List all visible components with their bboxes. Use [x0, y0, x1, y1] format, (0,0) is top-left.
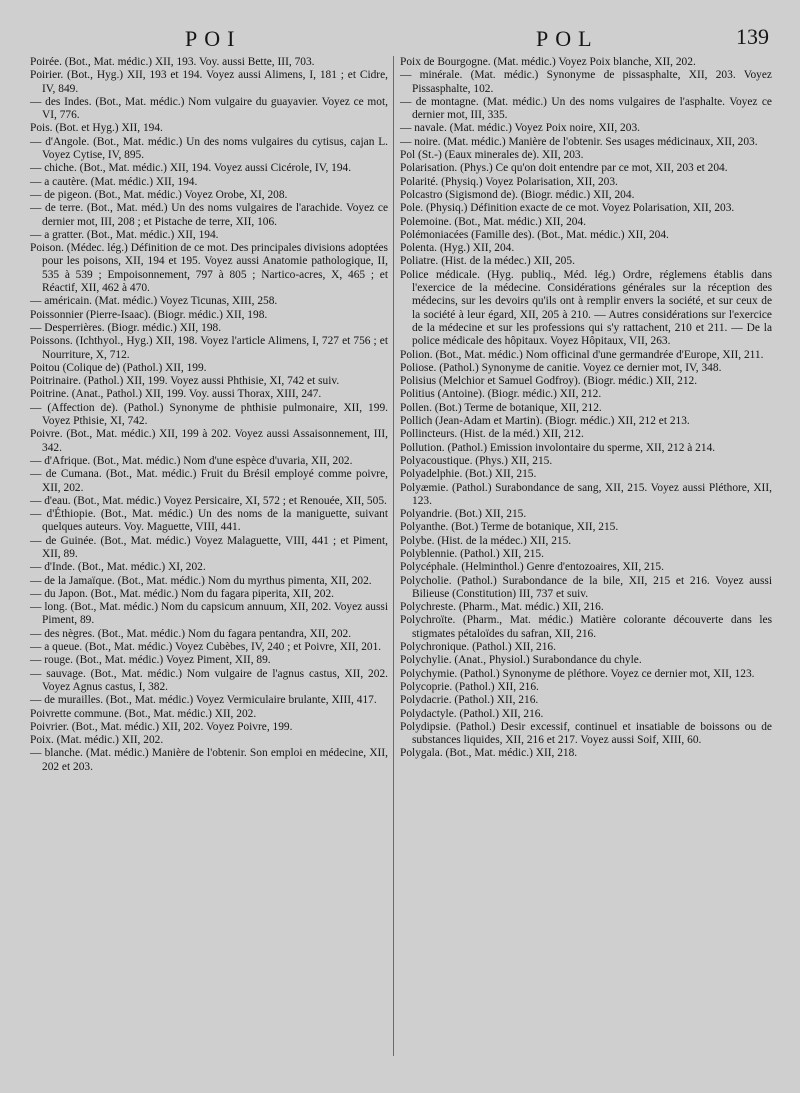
index-entry: Poitrinaire. (Pathol.) XII, 199. Voyez aussi Phthisie, XI, 742 et suiv. — [30, 375, 340, 388]
index-entry: — (Affection de). (Pathol.) Synonyme de phthisie pulmonaire, XII, 199. Voyez Pthisie, XI, 742. — [30, 401, 388, 428]
index-entry: — d'eau. (Bot., Mat. médic.) Voyez Persicaire, XI, 572 ; et Renouée, XII, 505. — [30, 494, 387, 507]
index-entry: — rouge. (Bot., Mat. médic.) Voyez Piment, XII, 89. — [30, 654, 271, 667]
left-column — [30, 56, 388, 774]
index-entry: — noire. (Mat. médic.) Manière de l'obtenir. Ses usages médicinaux, XII, 203. — [400, 135, 758, 148]
index-entry: Poirée. (Bot., Mat. médic.) XII, 193. Voy. aussi Bette, III, 703. — [30, 56, 315, 68]
index-entry: Polisius (Melchior et Samuel Godfroy). (Biogr. médic.) XII, 212. — [400, 375, 698, 388]
index-entry: — Desperrières. (Biogr. médic.) XII, 198. — [30, 321, 222, 334]
index-entry: Polychroïte. (Pharm., Mat. médic.) Matière colorante découverte dans les stigmates pétaloïdes du safran, XII, 216. — [400, 614, 772, 640]
index-entry: Polémoniacées (Famille des). (Bot., Mat. médic.) XII, 204. — [400, 228, 669, 241]
index-entry: Poitrine. (Anat., Pathol.) XII, 199. Voy. aussi Thorax, XIII, 247. — [30, 388, 322, 401]
index-entry: — d'Inde. (Bot., Mat. médic.) XI, 202. — [30, 561, 206, 574]
index-entry: — de murailles. (Bot., Mat. médic.) Voyez Vermiculaire brulante, XIII, 417. — [30, 694, 377, 707]
index-entry: Poivrette commune. (Bot., Mat. médic.) XII, 202. — [30, 707, 257, 720]
index-entry: — chiche. (Bot., Mat. médic.) XII, 194. Voyez aussi Cicérole, IV, 194. — [30, 162, 352, 175]
index-entry: Poivrier. (Bot., Mat. médic.) XII, 202. Voyez Poivre, 199. — [30, 720, 293, 733]
index-entry: Polycoprie. (Pathol.) XII, 216. — [400, 680, 539, 693]
index-entry: — d'Éthiopie. (Bot., Mat. médic.) Un des noms de la maniguette, suivant quelques auteurs. Voy. Maguette, VIII, 441. — [30, 508, 388, 534]
index-entry: Polycholie. (Pathol.) Surabondance de la bile, XII, 215 et 216. Voyez aussi Bilieuse (Constitution) III, 737 et suiv. — [400, 574, 772, 600]
index-entry: Pois. (Bot. et Hyg.) XII, 194. — [30, 122, 163, 135]
index-entry: Pollich (Jean-Adam et Martin). (Biogr. médic.) XII, 212 et 213. — [400, 415, 690, 428]
page-number: 139 — [736, 24, 769, 49]
index-entry: Polycéphale. (Helminthol.) Genre d'entozoaires, XII, 215. — [400, 561, 664, 574]
index-entry: — des nègres. (Bot., Mat. médic.) Nom du fagara pentandra, XII, 202. — [30, 627, 352, 640]
index-entry: Polychreste. (Pharm., Mat. médic.) XII, 216. — [400, 601, 604, 614]
header-left: POI — [185, 26, 242, 51]
index-entry: Polydactyle. (Pathol.) XII, 216. — [400, 707, 544, 720]
column-divider — [393, 56, 394, 1056]
index-entry: Polenta. (Hyg.) XII, 204. — [400, 242, 515, 255]
index-entry: Politius (Antoine). (Biogr. médic.) XII, 212. — [400, 388, 602, 401]
index-entry: Polybe. (Hist. de la médec.) XII, 215. — [400, 534, 572, 547]
index-entry: Polychymie. (Pathol.) Synonyme de pléthore. Voyez ce dernier mot, XII, 123. — [400, 667, 755, 680]
index-entry: Pollincteurs. (Hist. de la méd.) XII, 212. — [400, 428, 584, 441]
index-entry: Pollution. (Pathol.) Emission involontaire du sperme, XII, 212 à 214. — [400, 441, 716, 454]
index-entry: — d'Afrique. (Bot., Mat. médic.) Nom d'une espèce d'uvaria, XII, 202. — [30, 454, 353, 467]
index-entry: — a gratter. (Bot., Mat. médic.) XII, 194. — [30, 228, 219, 241]
index-entry: Poliatre. (Hist. de la médec.) XII, 205. — [400, 255, 575, 268]
index-entry: Poison. (Médec. lég.) Définition de ce mot. Des principales divisions adoptées pour les poisons, XII, 194 et 195. Voyez aussi Anatomie pathologique, II, 535 à 539 ; Empoisonnement, 797 à 805 ; Nartico-acres, X, 465 ; et Réactif, XII, 462 à 470. — [30, 242, 388, 295]
index-entry: Polychronique. (Pathol.) XII, 216. — [400, 641, 556, 654]
index-entry: Poissons. (Ichthyol., Hyg.) XII, 198. Voyez l'article Alimens, I, 727 et 756 ; et Nourriture, X, 712. — [30, 335, 388, 361]
index-entry: Polyacoustique. (Phys.) XII, 215. — [400, 454, 553, 467]
index-entry: — sauvage. (Bot., Mat. médic.) Nom vulgaire de l'agnus castus, XII, 202. Voyez Agnus castus, I, 382. — [30, 667, 388, 693]
index-entry: Polcastro (Sigismond de). (Biogr. médic.) XII, 204. — [400, 188, 635, 201]
index-entry: Polarisation. (Phys.) Ce qu'on doit entendre par ce mot, XII, 203 et 204. — [400, 162, 728, 175]
index-entry: Poitou (Colique de) (Pathol.) XII, 199. — [30, 361, 207, 374]
index-entry: Polyæmie. (Pathol.) Surabondance de sang, XII, 215. Voyez aussi Pléthore, XII, 123. — [400, 481, 772, 507]
index-entry: — long. (Bot., Mat. médic.) Nom du capsicum annuum, XII, 202. Voyez aussi Piment, 89. — [30, 601, 388, 627]
index-entry: — de montagne. (Mat. médic.) Un des noms vulgaires de l'asphalte. Voyez ce dernier mot, III, 335. — [400, 95, 772, 122]
index-entry: — de Guinée. (Bot., Mat. médic.) Voyez Malaguette, VIII, 441 ; et Piment, XII, 89. — [30, 534, 388, 560]
index-entry: Poivre. (Bot., Mat. médic.) XII, 199 à 202. Voyez aussi Assaisonnement, III, 342. — [30, 428, 388, 454]
index-entry: — a cautère. (Mat. médic.) XII, 194. — [30, 175, 198, 188]
index-entry: Pollen. (Bot.) Terme de botanique, XII, 212. — [400, 401, 602, 414]
header-right: POL — [536, 26, 599, 51]
index-entry: — d'Angole. (Bot., Mat. médic.) Un des noms vulgaires du cytisus, cajan L. Voyez Cytise, IV, 895. — [30, 135, 388, 162]
index-entry: Polychylie. (Anat., Physiol.) Surabondance du chyle. — [400, 654, 642, 667]
running-header — [0, 22, 800, 52]
index-entry: — navale. (Mat. médic.) Voyez Poix noire, XII, 203. — [400, 122, 640, 135]
index-entry: Polyadelphie. (Bot.) XII, 215. — [400, 468, 537, 481]
index-entry: Polarité. (Physiq.) Voyez Polarisation, XII, 203. — [400, 175, 618, 188]
index-entry: Polemoine. (Bot., Mat. médic.) XII, 204. — [400, 215, 587, 228]
index-entry: Police médicale. (Hyg. publiq., Méd. lég.) Ordre, réglemens établis dans l'exercice de la médecine. Considérations générales sur la réception des médecins, sur les devoirs qu'ils ont à remplir envers la société, et sur ceux de la société à leur égard, XII, 205 à 210. — Autres considérations sur l'exercice de la médecine et sur les professions qui s'y rattachent, 210 et 211. — De la police médicale des hôpitaux. Voyez Hôpitaux, VII, 263. — [400, 268, 772, 348]
index-entry: — de pigeon. (Bot., Mat. médic.) Voyez Orobe, XI, 208. — [30, 188, 288, 201]
index-entry: — de Cumana. (Bot., Mat. médic.) Fruit du Brésil employé comme poivre, XII, 202. — [30, 468, 388, 494]
index-entry: Polygala. (Bot., Mat. médic.) XII, 218. — [400, 747, 578, 760]
index-entry: — de terre. (Bot., Mat. méd.) Un des noms vulgaires de l'arachide. Voyez ce dernier mot, III, 208 ; et Pistache de terre, XII, 106. — [30, 202, 388, 228]
index-entry: Polydacrie. (Pathol.) XII, 216. — [400, 694, 539, 707]
right-column — [400, 56, 772, 761]
index-entry: Polyandrie. (Bot.) XII, 215. — [400, 508, 527, 521]
index-entry: — du Japon. (Bot., Mat. médic.) Nom du fagara piperita, XII, 202. — [30, 587, 334, 600]
index-entry: — de la Jamaïque. (Bot., Mat. médic.) Nom du myrthus pimenta, XII, 202. — [30, 574, 372, 587]
index-entry: — américain. (Mat. médic.) Voyez Ticunas, XIII, 258. — [30, 295, 278, 308]
index-entry: Polyanthe. (Bot.) Terme de botanique, XII, 215. — [400, 521, 619, 534]
index-entry: Poix de Bourgogne. (Mat. médic.) Voyez Poix blanche, XII, 202. — [400, 56, 696, 68]
index-entry: Polydipsie. (Pathol.) Desir excessif, continuel et insatiable de boissons ou de substances liquides, XII, 216 et 217. Voyez aussi Soif, XIII, 60. — [400, 720, 772, 747]
index-entry: Poirier. (Bot., Hyg.) XII, 193 et 194. Voyez aussi Alimens, I, 181 ; et Cidre, IV, 849. — [30, 69, 388, 95]
index-entry: — a queue. (Bot., Mat. médic.) Voyez Cubèbes, IV, 240 ; et Poivre, XII, 201. — [30, 641, 382, 654]
index-entry: Poissonnier (Pierre-Isaac). (Biogr. médic.) XII, 198. — [30, 308, 268, 321]
index-entry: Pol (St.-) (Eaux minerales de). XII, 203. — [400, 149, 584, 162]
index-entry: Poliose. (Pathol.) Synonyme de canitie. Voyez ce dernier mot, IV, 348. — [400, 361, 722, 374]
index-entry: Polyblennie. (Pathol.) XII, 215. — [400, 547, 544, 560]
index-entry: Pole. (Physiq.) Définition exacte de ce mot. Voyez Polarisation, XII, 203. — [400, 202, 735, 215]
index-entry: Poix. (Mat. médic.) XII, 202. — [30, 734, 164, 747]
index-entry: — des Indes. (Bot., Mat. médic.) Nom vulgaire du guayavier. Voyez ce mot, VI, 776. — [30, 95, 388, 122]
index-entry: — blanche. (Mat. médic.) Manière de l'obtenir. Son emploi en médecine, XII, 202 et 203. — [30, 747, 388, 773]
index-entry: — minérale. (Mat. médic.) Synonyme de pissasphalte, XII, 203. Voyez Pissasphalte, 102. — [400, 69, 772, 95]
index-entry: Polion. (Bot., Mat. médic.) Nom officinal d'une germandrée d'Europe, XII, 211. — [400, 348, 764, 361]
